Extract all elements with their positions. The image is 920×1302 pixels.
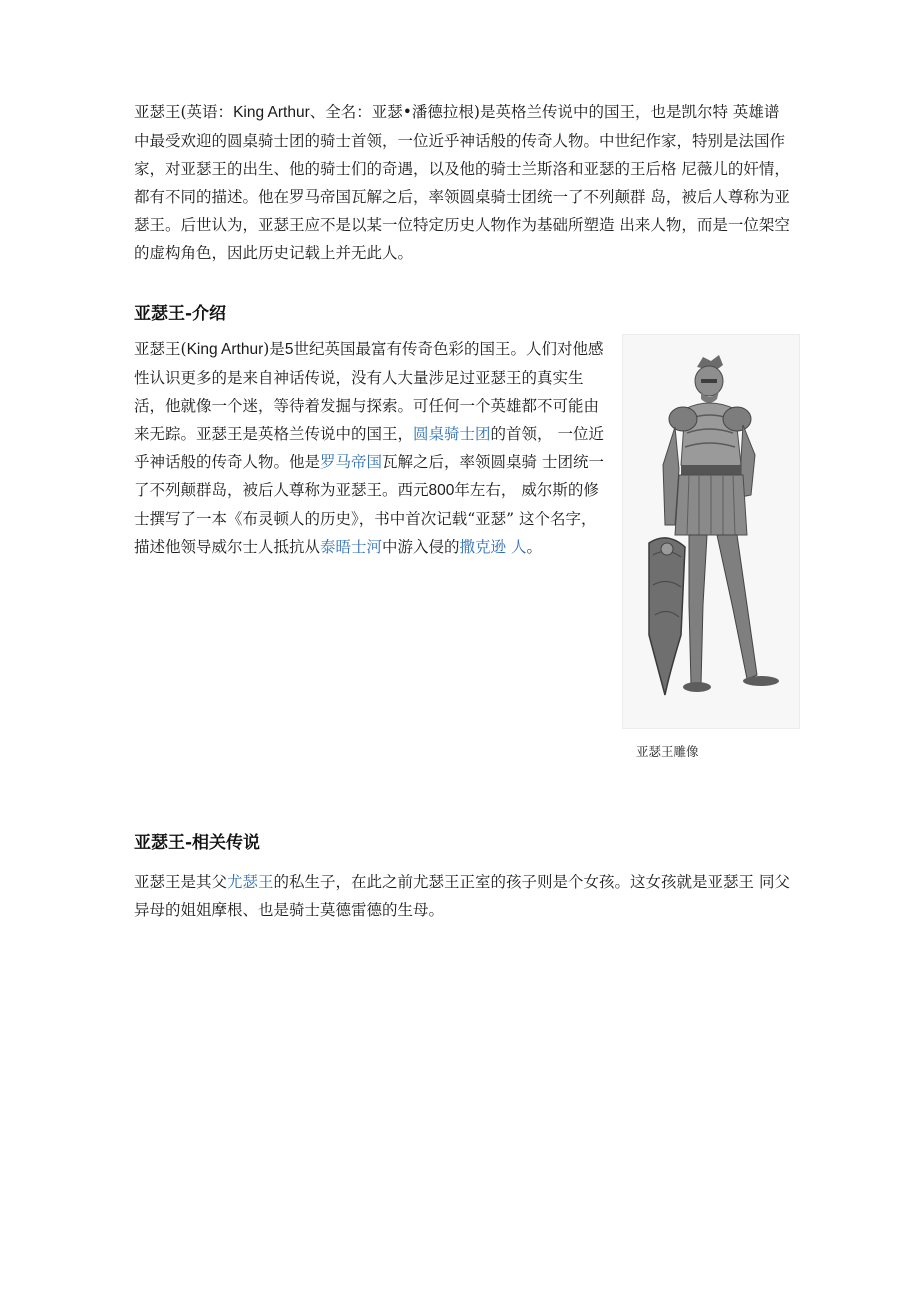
statue-illustration [623, 335, 799, 728]
text-run: 亚瑟王( [134, 340, 187, 358]
intro-text-rest: 、全名：亚瑟•潘德拉根)是英格兰传说中的国王，也是凯尔特 英雄谱中最受欢迎的圆桌骑士团的骑士首领，一位近乎神话般的传奇人物。中世纪作家，特别是法国作家，对亚瑟王的出生、他的骑士们的奇遇，以及他的骑士兰斯洛和亚瑟的王后格 尼薇儿的奸情，都有不同的描述。他在罗马帝国瓦解之后，率领圆桌骑士团统一了不列颠群 岛，被后人尊称为亚瑟王。后世认为，亚瑟王应不是以某一位特定历史人物作为基础所塑造 出来人物，而是一位架空的虚构角色，因此历史记载上并无此人。 [134, 103, 790, 262]
intro-paragraph [134, 98, 790, 267]
text-run: 的首领， 一位近乎神话般的传奇人物。他是 [134, 425, 604, 471]
section-heading-intro: 亚瑟王-介绍 [134, 304, 227, 324]
text-run: 的私生子，在此之前尤瑟王正室的孩子则是个女孩。这女孩就是亚瑟王 同父异母的姐姐摩根、也是骑士莫德雷德的生母。 [134, 873, 790, 919]
century-number: 5 [284, 341, 294, 358]
link-uther[interactable]: 尤瑟王 [227, 873, 274, 891]
text-run: )是 [263, 340, 285, 358]
intro-english-name: King Arthur [233, 104, 310, 121]
text-run: 中游入侵的 [382, 538, 460, 556]
link-saxons[interactable]: 撒克逊 人 [459, 538, 527, 556]
english-name: King Arthur [186, 341, 264, 358]
statue-caption: 亚瑟王雕像 [636, 744, 699, 759]
section-heading-legends: 亚瑟王-相关传说 [134, 833, 261, 853]
king-arthur-statue-image [622, 334, 800, 729]
text-run: 瓦解之后，率领圆桌骑 士团统一了不列颠群岛，被后人尊称为亚瑟王。西元 [134, 453, 604, 499]
text-run: 。 [526, 538, 542, 556]
intro-section-paragraph [134, 335, 609, 561]
text-run: 亚瑟王是其父 [134, 873, 228, 891]
legends-paragraph [134, 868, 790, 924]
text-run: 世纪英国最富有传奇色彩的国王。人们对他感性认识更多的是来自神话传说，没有人大量涉足过亚瑟王的真实生活，他就像一个迷，等待着发掘与探索。可任何一个英雄都不可能由来无踪。亚瑟王是英格兰传说中的国王， [134, 340, 604, 443]
intro-text: 亚瑟王(英语： [134, 103, 234, 121]
year-number: 800 [428, 482, 455, 499]
link-thames[interactable]: 泰晤士河 [320, 538, 383, 556]
text-run: 年左右， 威尔斯的修士撰写了一本《布灵顿人的历史》，书中首次记载“亚瑟” 这个名字，描述他领导威尔士人抵抗从 [134, 481, 599, 556]
link-round-table[interactable]: 圆桌骑士团 [413, 425, 491, 443]
link-roman-empire[interactable]: 罗马帝国 [320, 453, 383, 471]
